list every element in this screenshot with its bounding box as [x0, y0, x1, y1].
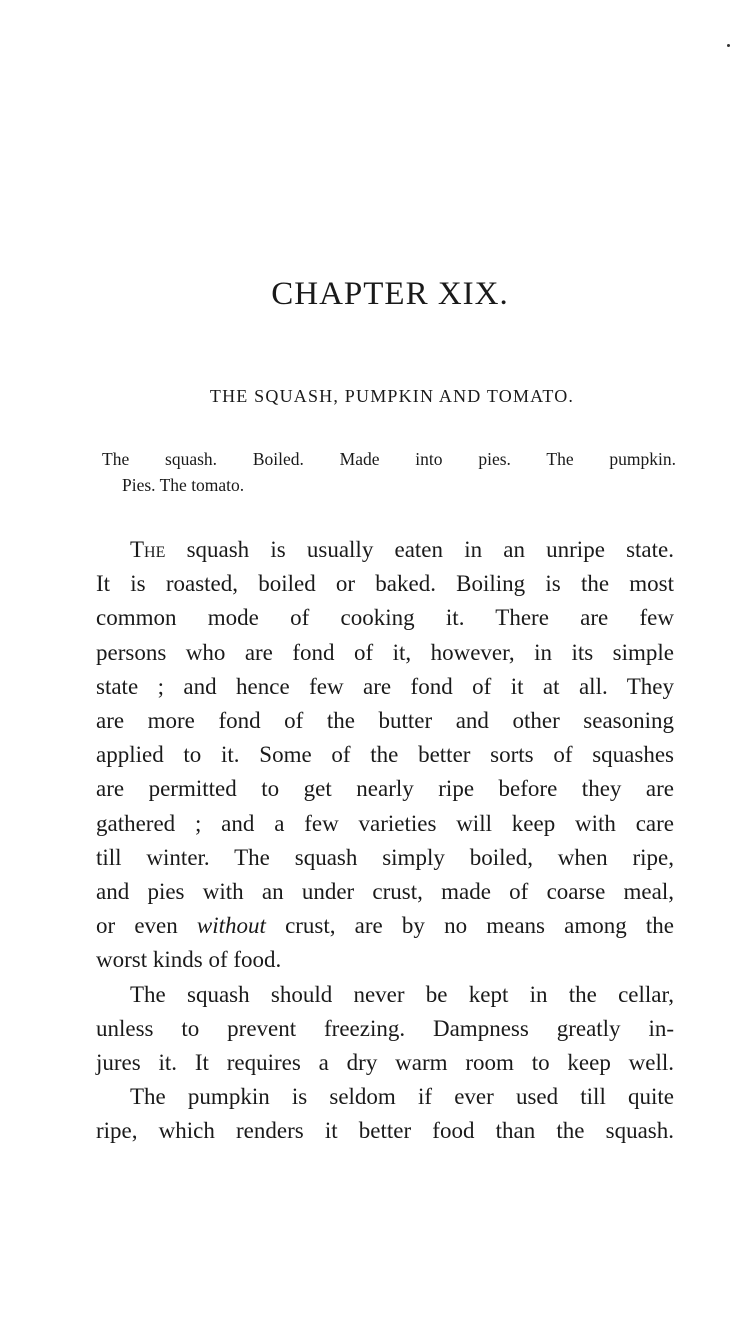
paragraph-storage [96, 978, 674, 1081]
lead-word: The [130, 537, 166, 562]
section-subtitle: THE SQUASH, PUMPKIN AND TOMATO. [209, 386, 575, 406]
synopsis-line: The squash. Boiled. Made into pies. The pumpkin. [102, 449, 676, 469]
text-line: The squash should never be kept in the cellar, [130, 981, 674, 1007]
text-line: state ; and hence few are fond of it at all. They [96, 673, 674, 699]
text-line: jures it. It requires a dry warm room to keep well. [96, 1050, 674, 1076]
synopsis-line: Pies. The tomato. [122, 475, 245, 495]
text-line [96, 533, 674, 567]
text-line: The pumpkin is seldom if ever used till quite [130, 1084, 674, 1110]
text-line: and pies with an under crust, made of coarse meal, [96, 879, 674, 905]
paragraph-squash [96, 533, 674, 978]
text-fragment: crust, are by no means among the [265, 913, 674, 939]
text-line: persons who are fond of it, however, in its simple [96, 639, 674, 665]
text-line: It is roasted, boiled or baked. Boiling is the most [96, 571, 674, 597]
ink-speck [727, 44, 730, 47]
chapter-synopsis [102, 446, 676, 498]
text-fragment: squash is usually eaten in an unripe state. [165, 537, 674, 562]
text-line: worst kinds of food. [96, 947, 282, 973]
text-line [96, 909, 674, 943]
text-line: applied to it. Some of the better sorts of squashes [96, 742, 674, 768]
text-line: unless to prevent freezing. Dampness greatly in- [96, 1015, 674, 1041]
text-line: ripe, which renders it better food than the squash. [96, 1118, 674, 1144]
text-fragment: or even [96, 913, 197, 939]
chapter-title: CHAPTER XIX. [271, 276, 509, 312]
text-line: gathered ; and a few varieties will keep with care [96, 810, 674, 836]
body-text [96, 533, 674, 1149]
emphasis-word: without [196, 913, 266, 939]
paragraph-pumpkin [96, 1080, 674, 1148]
text-line: are permitted to get nearly ripe before they are [96, 776, 674, 802]
text-line: are more fond of the butter and other seasoning [96, 708, 674, 734]
text-line: till winter. The squash simply boiled, when ripe, [96, 844, 674, 870]
text-line: common mode of cooking it. There are few [96, 605, 674, 631]
